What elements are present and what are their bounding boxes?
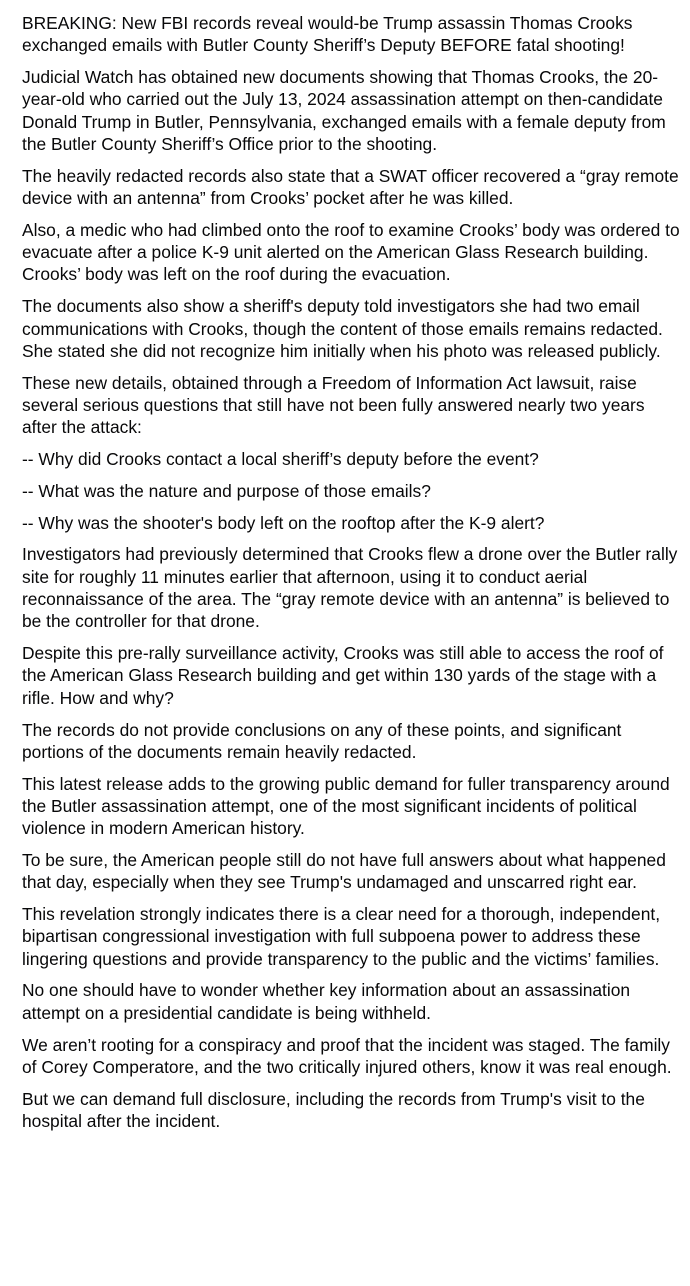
- post-paragraph-headline: BREAKING: New FBI records reveal would-be Trump assassin Thomas Crooks exchanged emails with Butler County Sheriff’s Deputy BEFORE fatal shooting!: [22, 13, 638, 56]
- question-item: -- What was the nature and purpose of those emails?: [22, 480, 431, 501]
- question-item: -- Why did Crooks contact a local sheriff’s deputy before the event?: [22, 449, 539, 470]
- post-paragraph: This latest release adds to the growing public demand for fuller transparency around the Butler assassination attempt, one of the most significant incidents of political violence in modern American history.: [22, 773, 675, 839]
- post-paragraph: To be sure, the American people still do not have full answers about what happened that day, especially when they see Trump's undamaged and unscarred right ear.: [22, 850, 671, 893]
- post-paragraph: The documents also show a sheriff's deputy told investigators she had two email communications with Crooks, though the content of those emails remains redacted. She stated she did not recognize him initially when his photo was released publicly.: [22, 296, 668, 361]
- post-paragraph: Despite this pre-rally surveillance activity, Crooks was still able to access the roof of the American Glass Research building and get within 130 yards of the stage with a rifle. How and why?: [22, 643, 669, 708]
- post-paragraph: We aren’t rooting for a conspiracy and proof that the incident was staged. The family of Corey Comperatore, and the two critically injured others, know it was real enough.: [22, 1034, 675, 1077]
- post-paragraph: The heavily redacted records also state that a SWAT officer recovered a “gray remote device with an antenna” from Crooks’ pocket after he was killed.: [22, 165, 684, 209]
- post-paragraph: Investigators had previously determined that Crooks flew a drone over the Butler rally site for roughly 11 minutes earlier that afternoon, using it to conduct aerial reconnaissance of the area. The “gray remote device with an antenna” is believed to be the controller for that drone.: [22, 544, 683, 632]
- post-paragraph: The records do not provide conclusions on any of these points, and significant portions of the documents remain heavily redacted.: [22, 719, 627, 762]
- post-paragraph: But we can demand full disclosure, including the records from Trump's visit to the hospital after the incident.: [22, 1088, 650, 1131]
- post-paragraph: No one should have to wonder whether key information about an assassination attempt on a presidential candidate is being withheld.: [22, 980, 635, 1023]
- post-paragraph: This revelation strongly indicates there is a clear need for a thorough, independent, bipartisan congressional investigation with full subpoena power to address these lingering questions and provide transparency to the public and the victims’ families.: [22, 904, 665, 969]
- post-paragraph: These new details, obtained through a Freedom of Information Act lawsuit, raise several serious questions that still have not been fully answered nearly two years after the attack:: [22, 372, 650, 438]
- post-paragraph: Judicial Watch has obtained new documents showing that Thomas Crooks, the 20-year-old who carried out the July 13, 2024 assassination attempt on then-candidate Donald Trump in Butler, Pennsylvania, exchanged emails with a female deputy from the Butler County Sheriff’s Office prior to the shooting.: [22, 67, 671, 154]
- question-item: -- Why was the shooter's body left on the rooftop after the K-9 alert?: [22, 512, 545, 533]
- post-paragraph: Also, a medic who had climbed onto the roof to examine Crooks’ body was ordered to evacuate after a police K-9 unit alerted on the American Glass Research building. Crooks’ body was left on the roof during the evacuation.: [22, 219, 685, 285]
